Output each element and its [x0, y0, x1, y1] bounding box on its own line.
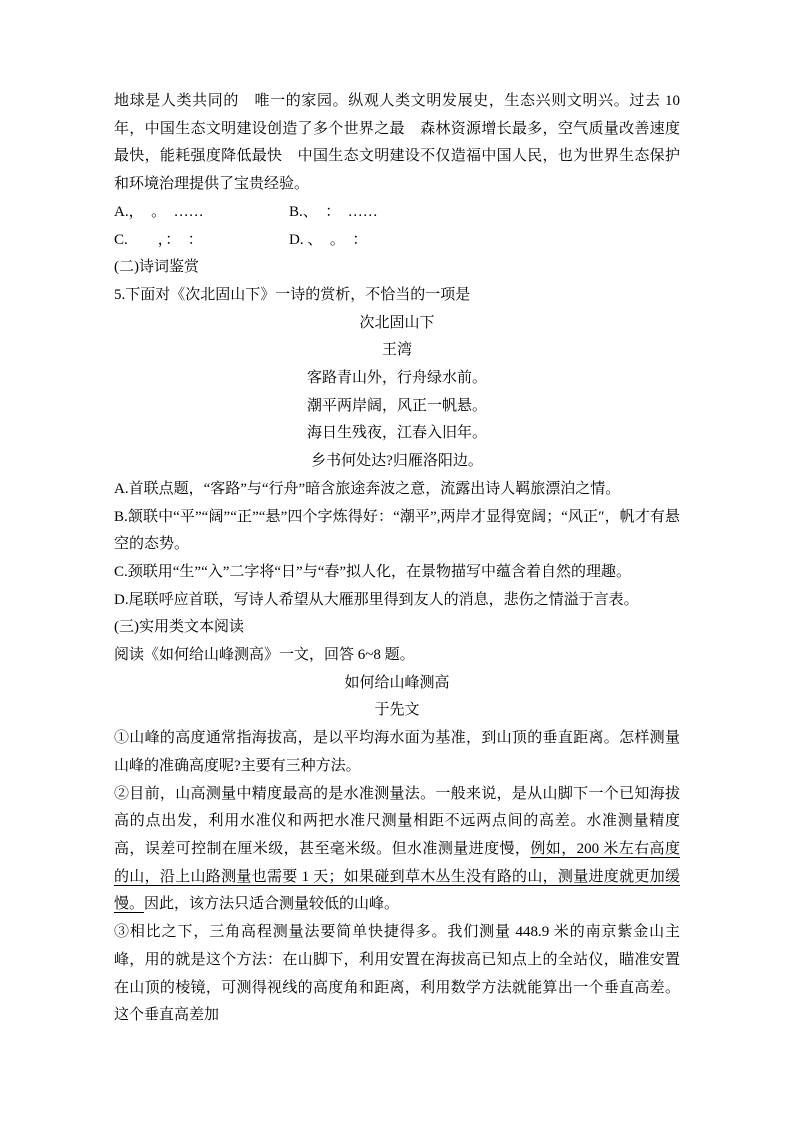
q4-passage: 地球是人类共同的 唯一的家园。纵观人类文明发展史，生态兴则文明兴。过去 10 年，中国生态文明建设创造了多个世界之最 森林资源增长最多，空气质量改善速度最快，能耗强度降低最快 中国生态文明建设不仅造福中国人民，也为世界生态保护和环境治理提供了宝贵经验。: [114, 93, 680, 193]
q5-option-a: A.首联点题，“客路”与“行舟”暗含旅途奔波之意，流露出诗人羁旅漂泊之情。: [114, 480, 621, 497]
article-para-2-tail: 因此，该方法只适合测量较低的山峰。: [144, 896, 400, 913]
article-para-1: ①山峰的高度通常指海拔高，是以平均海水面为基准，到山顶的垂直距离。怎样测量山峰的准确高度呢?主要有三种方法。: [114, 730, 680, 774]
q4-option-a: A.， 。 ……: [114, 203, 204, 220]
q5-option-d: D.尾联呼应首联，写诗人希望从大雁那里得到友人的消息，悲伤之情溢于言表。: [114, 591, 639, 608]
poem-author: 王湾: [381, 342, 412, 359]
reading-instruction: 阅读《如何给山峰测高》一文，回答 6~8 题。: [114, 647, 415, 664]
q4-option-c: C. ，： ：: [114, 231, 203, 248]
poem-title: 次北固山下: [359, 314, 435, 331]
q5-option-c: C.颈联用“生”“入”二字将“日”与“春”拟人化，在景物描写中蕴含着自然的理趣。: [114, 563, 632, 580]
section3-heading: (三)实用类文本阅读: [114, 619, 244, 636]
article-para-2-lead: ②目前，山高测量中精度最高的是水准测量法。一般来说，是从山脚下一个已知海拔高的点出发，利用水准仪和两把水准尺测量相距不远两点间的高差。水准测量精度高，误差可控制在厘米级，甚至毫米级。但水准测量进度慢，: [114, 785, 680, 857]
article-para-2-underline: 例如，200 米左右高度的山，沿上山路测量也需要 1 天；如果碰到草木丛生没有路的山，测量进度就更加缓慢。: [114, 840, 680, 913]
article-author: 于先文: [374, 702, 420, 719]
article-para-3: ③相比之下，三角高程测量法要简单快捷得多。我们测量 448.9 米的南京紫金山主峰，用的就是这个方法：在山脚下，利用安置在海拔高已知点上的全站仪，瞄准安置在山顶的棱镜，可测得视线的高度角和距离，利用数学方法就能算出一个垂直高差。这个垂直高差加: [114, 924, 680, 1024]
q5-option-b: B.颔联中“平”“阔”“正”“悬”四个字炼得好：“潮平”,两岸才显得宽阔；“风正″，帆才有悬空的态势。: [114, 508, 680, 553]
poem-line: 海日生残夜，江春入旧年。: [306, 425, 487, 442]
q4-option-d: D. 、 。 ：: [289, 231, 368, 248]
section2-heading: (二)诗词鉴赏: [114, 259, 199, 276]
poem-line: 乡书何处达?归雁洛阳边。: [311, 453, 483, 470]
q4-options: [114, 199, 680, 254]
article-title: 如何给山峰测高: [344, 674, 450, 691]
q5-stem: 5.下面对《次北固山下》一诗的赏析，不恰当的一项是: [114, 286, 471, 303]
q4-option-b: B.、 ： ……: [289, 203, 378, 220]
poem-line: 潮平两岸阔，风正一帆悬。: [306, 397, 487, 414]
article-para-2: [114, 781, 680, 920]
poem-line: 客路青山外，行舟绿水前。: [306, 370, 487, 387]
